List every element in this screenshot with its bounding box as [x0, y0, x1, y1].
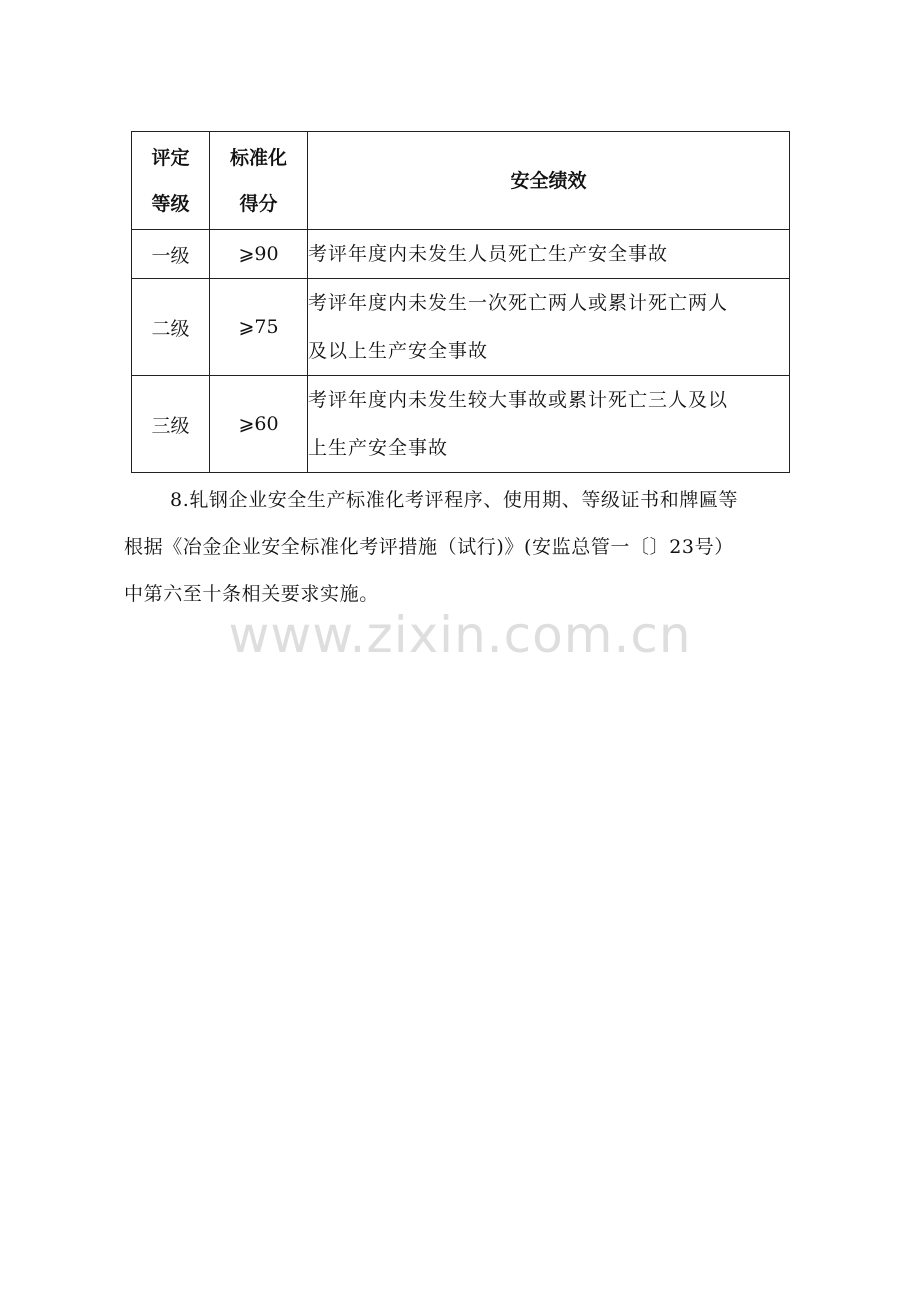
- performance-line: 考评年度内未发生人员死亡生产安全事故: [308, 243, 669, 265]
- watermark: www.zixin.com.cn: [228, 606, 692, 664]
- header-score-line1: 标准化: [229, 146, 287, 169]
- grading-table: [131, 131, 790, 473]
- paragraph-line: 根据《冶金企业安全标准化考评措施（试行)》(安监总管一〔〕23号）: [124, 536, 734, 558]
- performance-line: 上生产安全事故: [308, 437, 449, 459]
- header-grade-line1: 评定: [151, 146, 190, 169]
- performance-line: 考评年度内未发生较大事故或累计死亡三人及以: [308, 389, 729, 411]
- header-performance-label: 安全绩效: [510, 169, 587, 192]
- grade-cell: 一级: [132, 230, 210, 279]
- table-header-row: [132, 132, 790, 230]
- performance-cell: [308, 230, 790, 279]
- grade-cell: 三级: [132, 376, 210, 473]
- paragraph-line: 8.轧钢企业安全生产标准化考评程序、使用期、等级证书和牌匾等: [170, 489, 739, 511]
- table-row: [132, 376, 790, 473]
- header-grade-line2: 等级: [151, 192, 190, 215]
- score-cell: ⩾90: [210, 230, 308, 279]
- table-row: [132, 230, 790, 279]
- body-paragraph: [124, 477, 802, 618]
- grade-cell: 二级: [132, 279, 210, 376]
- performance-line: 考评年度内未发生一次死亡两人或累计死亡两人: [308, 292, 729, 314]
- header-score-line2: 得分: [239, 192, 278, 215]
- table-row: [132, 279, 790, 376]
- performance-line: 及以上生产安全事故: [308, 340, 489, 362]
- score-cell: ⩾60: [210, 376, 308, 473]
- performance-cell: [308, 279, 790, 376]
- header-score-cell: [210, 132, 308, 230]
- paragraph-line: 中第六至十条相关要求实施。: [124, 583, 379, 605]
- header-performance-cell: [308, 132, 790, 230]
- performance-cell: [308, 376, 790, 473]
- header-grade-cell: [132, 132, 210, 230]
- score-cell: ⩾75: [210, 279, 308, 376]
